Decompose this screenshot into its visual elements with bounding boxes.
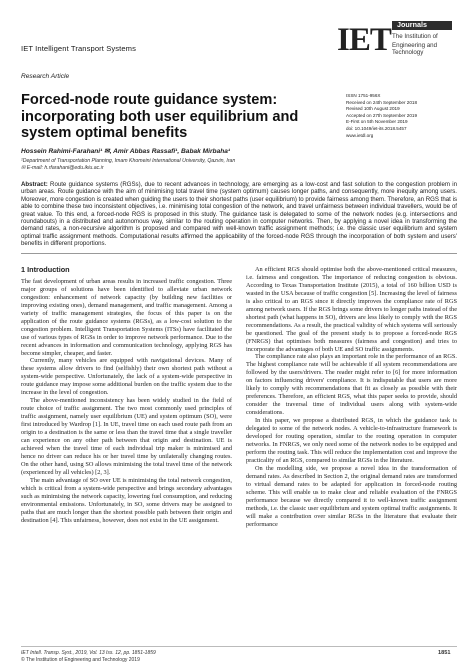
citation-footer: IET Intell. Transp. Syst., 2019, Vol. 13 Iss. 12, pp. 1851-1859 — [21, 650, 156, 656]
paragraph: The compliance rate also plays an important role in the performance of an RGS. The highest compliance rate will be achievable if all system recommendations are followed by the users/drivers. The reader might refer to [6] for more information on factors influencing drivers' compliance. It is indisputable that users are more likely to comply with recommendations that fit as closely as possible with their preferences. Therefore, an efficient RGS, what this paper seeks to provide, should consider the traversal time of individual users along with system-wide considerations. — [246, 353, 457, 417]
section-heading: 1 Introduction — [21, 265, 70, 274]
accepted-date: Accepted on 27th September 2019 — [346, 112, 417, 118]
copyright-footer: © The Institution of Engineering and Technology 2019 — [21, 657, 140, 663]
body-column-left — [21, 266, 232, 525]
author-list: Hossein Rahimi-Farahani¹ ✉, Amir Abbas Rassafi¹, Babak Mirbaha¹ — [21, 148, 231, 155]
paragraph: The main advantage of SO over UE is minimising the total network congestion, which is critical from a system-wide perspective and brings secondary advantages such as minimising the network capacity, lowering fuel consumption, and reducing environmental emissions. Unfortunately, in SO, some drivers may be assigned to paths that are much longer than the shortest possible path between their origin and destination [4]. This unfairness, however, does not exist in the UE assignment. — [21, 476, 232, 524]
logo-letters: IET — [337, 22, 391, 58]
footer-divider — [21, 646, 457, 647]
doi: doi: 10.1049/iet-its.2018.5457 — [346, 125, 407, 131]
article-metadata — [346, 93, 466, 139]
efirst-date: E-First on 5th November 2019 — [346, 119, 408, 125]
paragraph: The above-mentioned inconsistency has been widely studied in the field of route choice of traffic assignment. The two most commonly used principles of traffic assignment, namely user equilibrium (UE) and system optimum (SO), were first introduced by Wardrop [1]. In UE, travel time on each used route path from an origin to a destination is the same or less than the travel time that a single traveller can experience on any other path between that origin and destination. UE is achieved when the travel time of each individual trip maker is minimised and hence no driver can reduce his or her travel time by unilaterally changing routes. On the other hand, using SO allows minimising the total travel time of the network (experienced by all vehicles) [2, 3]. — [21, 397, 232, 476]
website-link[interactable]: www.ietdl.org — [346, 132, 374, 138]
paragraph: Currently, many vehicles are equipped with navigational devices. Many of these systems allow drivers to find (selfishly) their own shortest path without a system-wide perspective. Unfortunately, the lack of a system-wide perspective in route guidance may impose some additional burden on the traffic system due to the increase in the level of congestion. — [21, 357, 232, 397]
journal-name: IET Intelligent Transport Systems — [21, 44, 137, 53]
page-number: 1851 — [438, 650, 451, 656]
paragraph: The fast development of urban areas results in increased traffic congestion. Three major groups of solutions have been identified to alleviate urban network congestion: enhancement of network capacity (by building new facilities or improving existing ones), demand management, and traffic management. Among a variety of traffic management strategies, the focus of this paper is on the application of the route guidance systems (RGSs), as a low-cost solution to the congestion problem. Intelligent Transportation Systems (ITSs) have facilitated the use of various types of RGSs in order to improve network performance. Due to the recent advances in information and communication technology, applying RGS has become simpler, cheaper, and faster. — [21, 277, 232, 357]
body-column-right — [246, 266, 457, 528]
paragraph: On the modelling side, we propose a novel idea in the transformation of demand rates. As described in Section 2, the original demand rates are transformed to virtual demand rates to be adapted for application in forced-node routing scheme. This will enable us to make clear and reliable evaluation of the FNRGS performance because we directly compared it to well-known traffic assignment methods, i.e. the classic user equilibrium and system optimal traffic assignments. It will make a contribution over similar RGSs in the literature that evaluate their performance — [246, 464, 457, 528]
section-divider — [21, 253, 457, 254]
logo-line-2: Engineering and Technology — [392, 42, 438, 56]
paragraph: In this paper, we propose a distributed RGS, in which the guidance task is delegated to some of the network nodes. A vehicle-to-infrastructure framework is developed for routing operation, similar to the routing operation in computer networks. In FNRGS, we only need some of the network nodes to be equipped and perform the routing task. This will reduce the implementation cost and improve the practicality of an RGS, compared to similar RGSs in the literature. — [246, 417, 457, 464]
abstract-text: Route guidance systems (RGSs), due to recent advances in technology, are emerging as a low-cost and fast solution to the congestion problem in urban areas. Route guidance with the aim of minimising total travel time (system optimum) causes longer paths, and consequently, more inequity among users. Moreover, more congestion is created when guiding the users to their shortest paths (user equilibrium) to provide fairness among them. Therefore, an RGS that is able to combine these two inconsistent objectives, i.e. minimising total congestion of the network, and travel unfairness between individual travellers, would be of great value. To this end, a forced-node RGS is proposed in this study. The guidance task is delegated to some of the network nodes (e.g. intersections and roundabouts) in a distributed and autonomous way, similar to the routing operation in computer networks. Then, by applying a novel idea in transforming the demand rates, a non-recursive algorithm is proposed and compared with well-known traffic assignment methods; i.e. the classic user equilibrium and system optimal traffic assignment methods. Computational results affirmed the applicability of the forced-node RGS through the incorporation of both system and users' benefits in different proportions. — [21, 181, 457, 248]
email-line[interactable]: ✉ E-mail: h.rfarahani@edu.ikiu.ac.ir — [21, 164, 104, 171]
received-date: Received on 24th September 2018 — [346, 99, 417, 105]
affiliation-line: ¹Department of Transportation Planning, Imam Khomeini International University, Qazvin, Iran — [21, 158, 236, 164]
affiliations — [21, 158, 341, 172]
issn: ISSN 1751-956X — [346, 93, 381, 98]
paragraph: An efficient RGS should optimise both the above-mentioned critical measures, i.e. fairness and congestion. The importance of reducing congestion is obvious. According to Texas Transportation Institute (2015), a total of 160 billion USD is wasted in the USA because of traffic congestion [5]. Increasing the level of fairness is also critical to an RGS since it directly improves the compliance rate of RGS among network users. If the RGS brings some drivers to longer paths instead of the shortest path (what happens in SO), drivers are less likely to comply with the RGS recommendations. As a result, the practical validity of which systems will seriously be questioned. The goal of the present study is to propose a forced-node RGS (FNRGS) that optimises both measures (fairness and congestion) and tries to incorporate the advantages of both UE and SO traffic assignments. — [246, 266, 457, 353]
article-type: Research Article — [21, 73, 70, 80]
logo-badge: Journals — [397, 19, 427, 29]
revised-date: Revised 10th August 2019 — [346, 106, 400, 112]
abstract-label: Abstract: — [21, 181, 48, 188]
logo-line-1: The Institution of — [392, 33, 438, 40]
abstract — [21, 181, 457, 248]
publisher-logo — [337, 20, 455, 62]
paper-title: Forced-node route guidance system: incorporating both user equilibrium and system optimal benefits — [21, 92, 299, 141]
